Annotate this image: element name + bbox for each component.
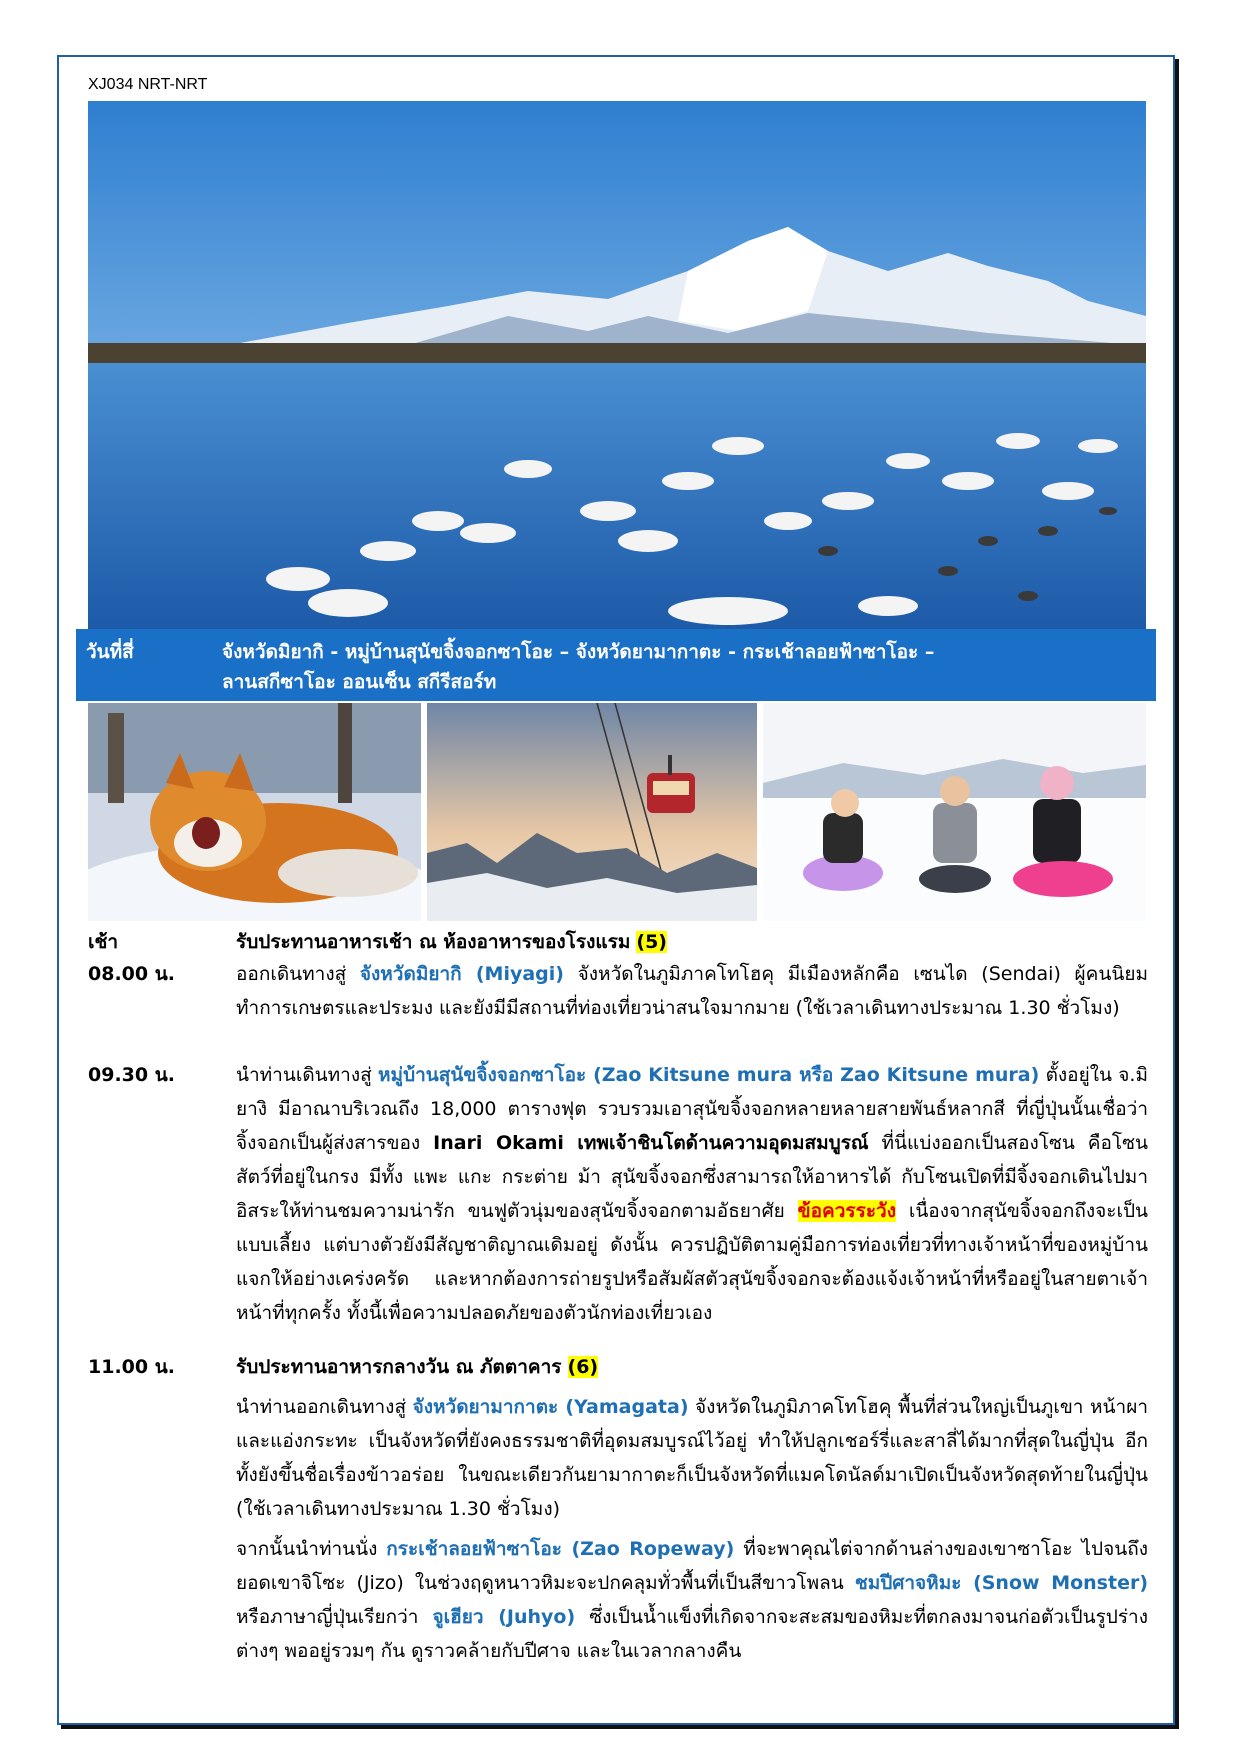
- meal-code: (5): [636, 931, 667, 953]
- text: จังหวัดในภูมิภาคโทโฮคุ มีเมืองหลักคือ เซนได (Sendai) ผู้คนนิยมทำการเกษตรและประมง และยังมีมีสถานที่ท่องเที่ยวน่าสนใจมากมาย (ใช้เวลาเดินทางประมาณ 1.30 ชั่วโมง): [236, 963, 1149, 1019]
- warning-label: ข้อควรระวัง: [797, 1200, 896, 1222]
- day-header-bar: [76, 629, 1156, 701]
- activity-text: [236, 1390, 1148, 1526]
- destination-miyagi: จังหวัดมิยากิ (Miyagi): [359, 963, 564, 985]
- text: ที่จะพาคุณไต่จากด้านล่างของเขาซาโอะ ไปจนถึงยอดเขาจิโซะ (Jizo) ในช่วงฤดูหนาวหิมะจะปกคลุมทั่วพื้นที่เป็นสีขาวโพลน: [236, 1538, 1148, 1594]
- text: จังหวัดในภูมิภาคโทโฮคุ พื้นที่ส่วนใหญ่เป็นภูเขา หน้าผา และแอ่งกระทะ เป็นจังหวัดที่ยังคงธรรมชาติที่อุดมสมบูรณ์ไว้อยู่ ทำให้ปลูกเชอร์รี่และสาลี่ได้มากที่สุดในญี่ปุ่น อีกทั้งยังขึ้นชื่อเรื่องข้าวอร่อย ในขณะเดียวกันยามากาตะก็เป็นจังหวัดที่แมคโดนัลด์มาเปิดเป็นจังหวัดสุดท้ายในญี่ปุ่น (ใช้เวลาเดินทางประมาณ 1.30 ชั่วโมง): [236, 1396, 1148, 1520]
- juhyo-text: จูเฮียว (Juhyo): [432, 1606, 576, 1628]
- snow-monster-text: ชมปีศาจหิมะ (Snow Monster): [854, 1572, 1149, 1594]
- time-label: 11.00 น.: [88, 1356, 175, 1378]
- activity-text: [236, 1532, 1148, 1668]
- activity-text: [236, 957, 1148, 1025]
- text: ออกเดินทางสู่: [236, 963, 347, 985]
- text: จากนั้นนำท่านนั่ง: [236, 1538, 378, 1560]
- text: นำท่านออกเดินทางสู่: [236, 1396, 407, 1418]
- day-title-line1: จังหวัดมิยากิ - หมู่บ้านสุนัขจิ้งจอกซาโอะ – จังหวัดยามากาตะ - กระเช้าลอยฟ้าซาโอะ –: [222, 641, 935, 663]
- text: เนื่องจากสุนัขจิ้งจอกถึงจะเป็นแบบเลี้ยง แต่บางตัวยังมีสัญชาติญาณเดิมอยู่ ดังนั้น ควรปฏิบัติตามคู่มือการท่องเที่ยวที่ทางเจ้าหน้าที่ของหมู่บ้านแจกให้อย่างเคร่งครัด และหากต้องการถ่ายรูปหรือสัมผัสตัวสุนัขจิ้งจอกจะต้องแจ้งเจ้าหน้าที่หรืออยู่ในสายตาเจ้าหน้าที่ทุกครั้ง ทั้งนี้เพื่อความปลอดภัยของตัวนักท่องเที่ยวเอง: [236, 1200, 1148, 1324]
- time-label: เช้า: [88, 931, 119, 953]
- time-label: 09.30 น.: [88, 1064, 175, 1086]
- text: ตั้งอยู่ใน จ.มิยางิ มีอาณาบริเวณถึง 18,000 ตารางฟุต รวบรวมเอาสุนัขจิ้งจอกหลายหลายสายพันธ์หลากสี ที่ญี่ปุ่นนั้นเชื่อว่าจิ้งจอกเป็นผู้ส่งสารของ: [236, 1064, 1148, 1154]
- meal-code: (6): [567, 1356, 599, 1378]
- photo-skiers-snow: [763, 703, 1146, 921]
- activity-text: [236, 1350, 1148, 1384]
- tour-code: XJ034 NRT-NRT: [88, 76, 208, 93]
- time-label: 08.00 น.: [88, 963, 175, 985]
- day-title: [222, 637, 1142, 697]
- day-title-line2: ลานสกีซาโอะ ออนเซ็น สกีรีสอร์ท: [222, 671, 497, 693]
- destination-yamagata: จังหวัดยามากาตะ (Yamagata): [412, 1396, 689, 1418]
- lunch-text: รับประทานอาหารกลางวัน ณ ภัตตาคาร: [236, 1356, 562, 1378]
- text: ที่นี่แบ่งออกเป็นสองโซน คือโซนสัตว์ที่อยู่ในกรง มีทั้ง แพะ แกะ กระต่าย ม้า สุนัขจิ้งจอกซึ่งสามารถให้อาหารได้ กับโซนเปิดที่มีจิ้งจอกเดินไปมา อิสระให้ท่านชมความน่ารัก ขนฟูตัวนุ่มของสุนัขจิ้งจอกตามอัธยาศัย: [236, 1132, 1149, 1222]
- day-label: วันที่สี่: [86, 641, 134, 663]
- activity-text: [236, 925, 1148, 959]
- text: หรือภาษาญี่ปุ่นเรียกว่า: [236, 1606, 419, 1628]
- photo-ropeway: [427, 703, 757, 921]
- breakfast-text: รับประทานอาหารเช้า ณ ห้องอาหารของโรงแรม: [236, 931, 631, 953]
- text: นำท่านเดินทางสู่: [236, 1064, 372, 1086]
- inari-okami-text: Inari Okami เทพเจ้าชินโตด้านความอุดมสมบูรณ์: [433, 1132, 869, 1154]
- photo-fox: [88, 703, 421, 921]
- destination-fox-village: หมู่บ้านสุนัขจิ้งจอกซาโอะ (Zao Kitsune mura หรือ Zao Kitsune mura): [378, 1064, 1040, 1086]
- text: ซึ่งเป็นน้ำแข็งที่เกิดจากจะสะสมของหิมะที่ตกลงมาจนก่อตัวเป็นรูปร่างต่างๆ พออยู่รวมๆ กัน ดูราวคล้ายกับปีศาจ และในเวลากลางคืน: [236, 1606, 1148, 1662]
- hero-photo-lake-swans: [88, 101, 1146, 629]
- activity-text: [236, 1058, 1148, 1330]
- destination-zao-ropeway: กระเช้าลอยฟ้าซาโอะ (Zao Ropeway): [386, 1538, 735, 1560]
